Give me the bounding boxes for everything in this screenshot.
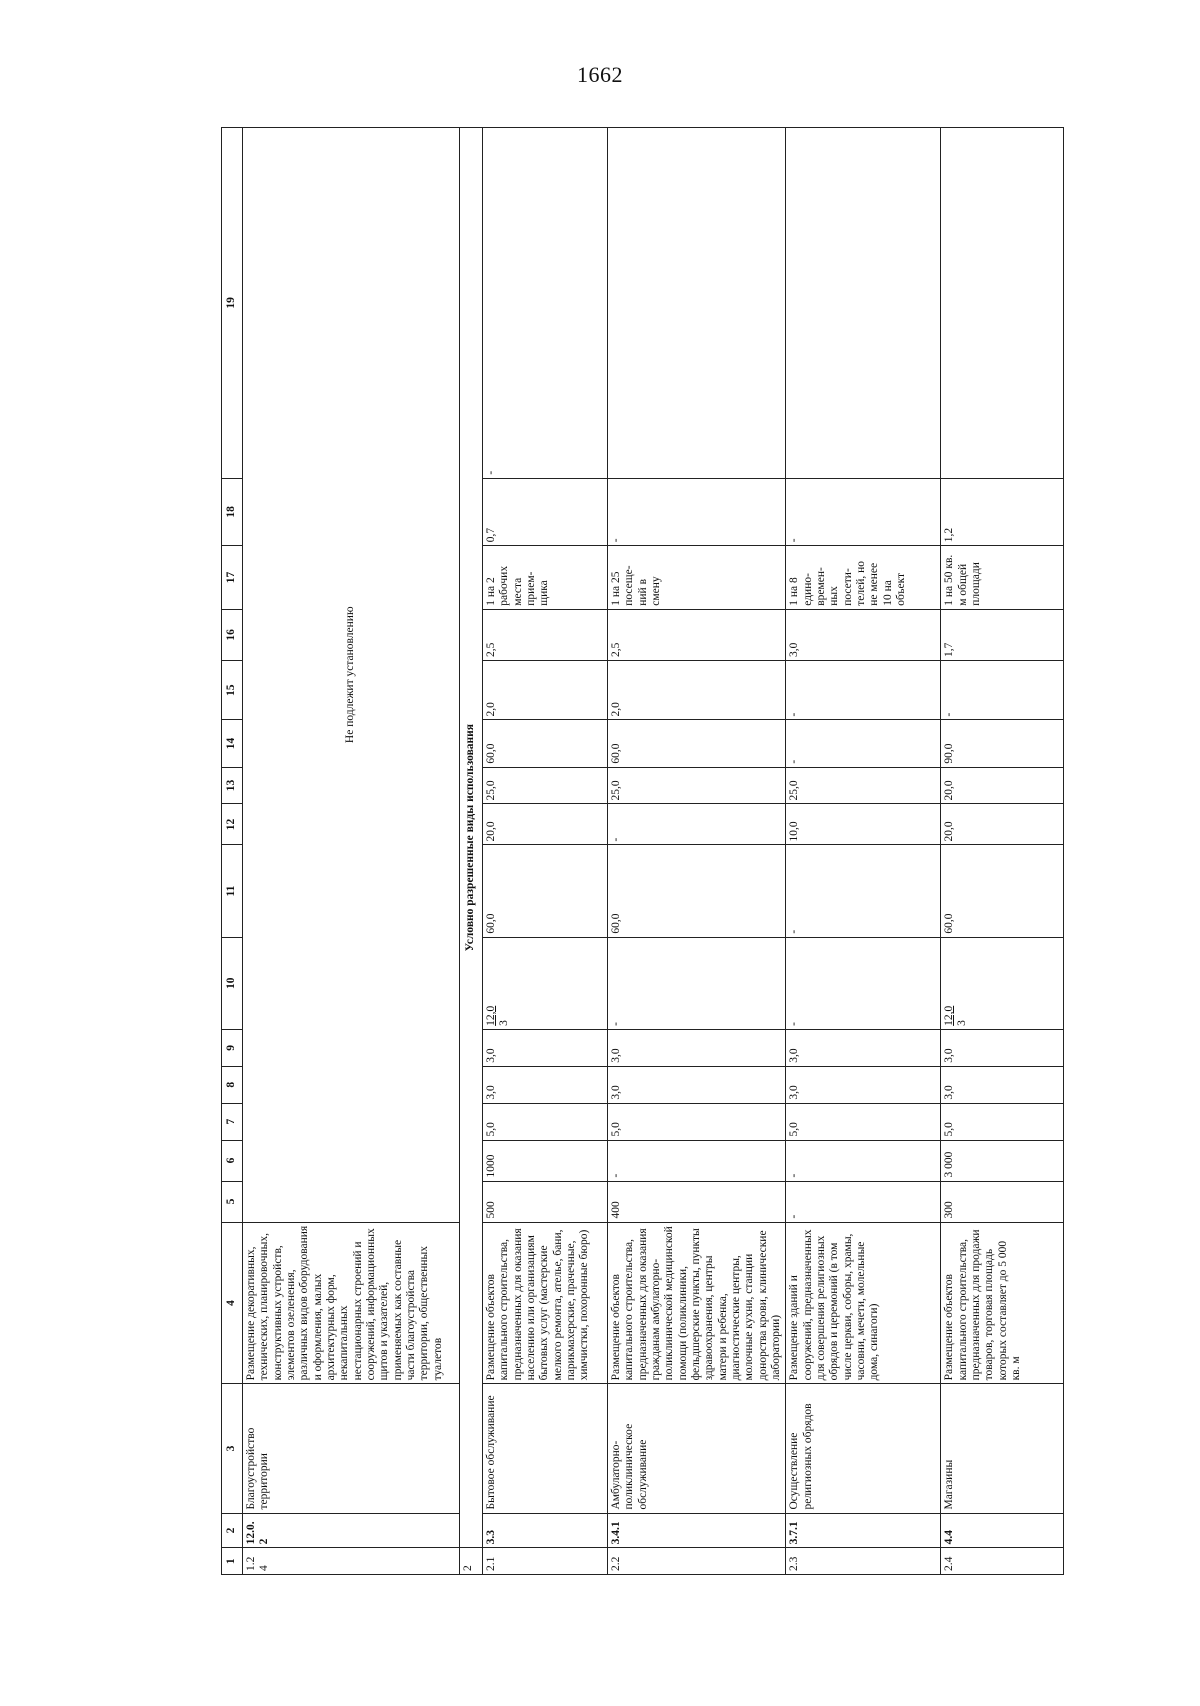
cell-c11: 60,0 (941, 845, 1064, 937)
row-use-name: Амбулаторно-поликлиническое обслуживание (608, 1384, 786, 1513)
fraction-denominator: 3 (955, 1020, 968, 1026)
cell-c17: 1 на 2 рабочих места прием-щика (483, 546, 608, 610)
cell-c11: - (786, 845, 941, 937)
col-num: 12 (222, 804, 243, 845)
cell-c10 (941, 937, 1064, 1029)
cell-c19 (941, 128, 1064, 479)
cell-c8: 3,0 (608, 1066, 786, 1103)
row-number: 2.3 (786, 1548, 941, 1575)
cell-c15: - (941, 661, 1064, 720)
col-num: 17 (222, 546, 243, 610)
row-use-description: Размещение объектов капитального строительства, предназначенных для оказания гражданам амбулаторно-поликлинической медицинской помощи (поликлиники, фельдшерские пункты, пункты здравоохранения, центры матери и ребенка, диагностические центры, молочные кухни, станции донорства крови, клинические лаборатории) (608, 1222, 786, 1384)
cell-c14: 90,0 (941, 720, 1064, 767)
cell-c8: 3,0 (483, 1066, 608, 1103)
cell-c19: - (483, 128, 608, 479)
cell-c13: 25,0 (608, 767, 786, 804)
col-num: 6 (222, 1140, 243, 1181)
cell-c9: 3,0 (608, 1029, 786, 1066)
row-number: 1.24 (243, 1548, 460, 1575)
section-title: Условно разрешенные виды использования (460, 128, 483, 1548)
cell-c18: 0,7 (483, 478, 608, 546)
cell-c8: 3,0 (786, 1066, 941, 1103)
col-num: 7 (222, 1103, 243, 1140)
cell-c16: 3,0 (786, 609, 941, 660)
col-num: 19 (222, 128, 243, 479)
row-use-description: Размещение декоративных, технических, планировочных, конструктивных устройств, элементов озеленения, различных видов оборудования и оформления, малых архитектурных форм, некапитальных нестационарных строений и сооружений, информационных щитов и указателей, применяемых как составные части благоустройства территории, общественных туалетов (243, 1222, 460, 1384)
col-num: 2 (222, 1513, 243, 1548)
cell-c19 (786, 128, 941, 479)
col-num: 1 (222, 1548, 243, 1575)
cell-c12: 10,0 (786, 804, 941, 845)
col-num: 15 (222, 661, 243, 720)
col-num: 3 (222, 1384, 243, 1513)
cell-c15: - (786, 661, 941, 720)
cell-c7: 5,0 (786, 1103, 941, 1140)
table-row (483, 128, 608, 1575)
page-number: 1662 (577, 62, 623, 87)
table-row (786, 128, 941, 1575)
cell-c15: 2,0 (608, 661, 786, 720)
cell-c13: 25,0 (786, 767, 941, 804)
cell-c11: 60,0 (483, 845, 608, 937)
cell-c17: 1 на 8 едино-времен-ных посети-телей, но не менее 10 на объект (786, 546, 941, 610)
column-numbers-row (222, 128, 243, 1575)
cell-c12: 20,0 (483, 804, 608, 845)
col-num: 18 (222, 478, 243, 546)
cell-c5: 300 (941, 1181, 1064, 1222)
fraction-numerator: 12,0 (485, 1005, 497, 1026)
cell-c9: 3,0 (483, 1029, 608, 1066)
document-table-rotated (221, 127, 1088, 1575)
cell-c14: 60,0 (483, 720, 608, 767)
fraction-numerator: - (610, 1022, 622, 1026)
cell-c7: 5,0 (608, 1103, 786, 1140)
merged-note: Не подлежит установлению (243, 128, 460, 1223)
col-num: 5 (222, 1181, 243, 1222)
cell-c5: - (786, 1181, 941, 1222)
row-code: 3.7.1 (786, 1513, 941, 1548)
cell-c6: - (786, 1140, 941, 1181)
cell-c18: - (608, 478, 786, 546)
cell-c18: 1,2 (941, 478, 1064, 546)
row-use-name: Бытовое обслуживание (483, 1384, 608, 1513)
row-number: 2.1 (483, 1548, 608, 1575)
row-use-description: Размещение объектов капитального строительства, предназначенных для продажи товаров, торговая площадь которых составляет до 5 000 кв. м (941, 1222, 1064, 1384)
cell-c6: 1000 (483, 1140, 608, 1181)
cell-c16: 2,5 (608, 609, 786, 660)
cell-c7: 5,0 (483, 1103, 608, 1140)
cell-c18: - (786, 478, 941, 546)
row-number: 2.2 (608, 1548, 786, 1575)
row-code: 12.0.2 (243, 1513, 460, 1548)
cell-c13: 20,0 (941, 767, 1064, 804)
row-use-description: Размещение зданий и сооружений, предназначенных для совершения религиозных обрядов и церемоний (в том числе церкви, соборы, храмы, часовни, мечети, молельные дома, синагоги) (786, 1222, 941, 1384)
fraction-denominator: 3 (497, 1020, 510, 1026)
table-row (941, 128, 1064, 1575)
cell-c10 (786, 937, 941, 1029)
cell-c16: 2,5 (483, 609, 608, 660)
col-num: 9 (222, 1029, 243, 1066)
cell-c6: 3 000 (941, 1140, 1064, 1181)
cell-c13: 25,0 (483, 767, 608, 804)
row-code: 4.4 (941, 1513, 1064, 1548)
row-code: 3.4.1 (608, 1513, 786, 1548)
col-num: 16 (222, 609, 243, 660)
cell-c11: 60,0 (608, 845, 786, 937)
section-number: 2 (460, 1548, 483, 1575)
row-use-name: Магазины (941, 1384, 1064, 1513)
cell-c16: 1,7 (941, 609, 1064, 660)
table-row (608, 128, 786, 1575)
land-use-regulations-table (221, 127, 1064, 1575)
section-header-row (460, 128, 483, 1575)
col-num: 10 (222, 937, 243, 1029)
cell-c14: 60,0 (608, 720, 786, 767)
cell-c9: 3,0 (786, 1029, 941, 1066)
row-use-description: Размещение объектов капитального строительства, предназначенных для оказания населению или организациям бытовых услуг (мастерские мелкого ремонта, ателье, бани, парикмахерские, прачечные, химчистки, похоронные бюро) (483, 1222, 608, 1384)
row-use-name: Осуществление религиозных обрядов (786, 1384, 941, 1513)
cell-c5: 500 (483, 1181, 608, 1222)
fraction-numerator: 12,0 (943, 1005, 956, 1026)
cell-c17: 1 на 25 посеще-ний в смену (608, 546, 786, 610)
cell-c15: 2,0 (483, 661, 608, 720)
cell-c10 (483, 937, 608, 1029)
cell-c6: - (608, 1140, 786, 1181)
col-num: 8 (222, 1066, 243, 1103)
cell-c5: 400 (608, 1181, 786, 1222)
cell-c14: - (786, 720, 941, 767)
row-use-name: Благоустройство территории (243, 1384, 460, 1513)
cell-c10 (608, 937, 786, 1029)
cell-c7: 5,0 (941, 1103, 1064, 1140)
col-num: 4 (222, 1222, 243, 1384)
cell-c17: 1 на 50 кв. м общей площади (941, 546, 1064, 610)
cell-c12: - (608, 804, 786, 845)
cell-c12: 20,0 (941, 804, 1064, 845)
fraction-numerator: - (788, 1022, 801, 1026)
col-num: 14 (222, 720, 243, 767)
cell-c8: 3,0 (941, 1066, 1064, 1103)
cell-c19 (608, 128, 786, 479)
cell-c9: 3,0 (941, 1029, 1064, 1066)
col-num: 13 (222, 767, 243, 804)
col-num: 11 (222, 845, 243, 937)
table-row-1-24 (243, 128, 460, 1575)
row-number: 2.4 (941, 1548, 1064, 1575)
row-code: 3.3 (483, 1513, 608, 1548)
